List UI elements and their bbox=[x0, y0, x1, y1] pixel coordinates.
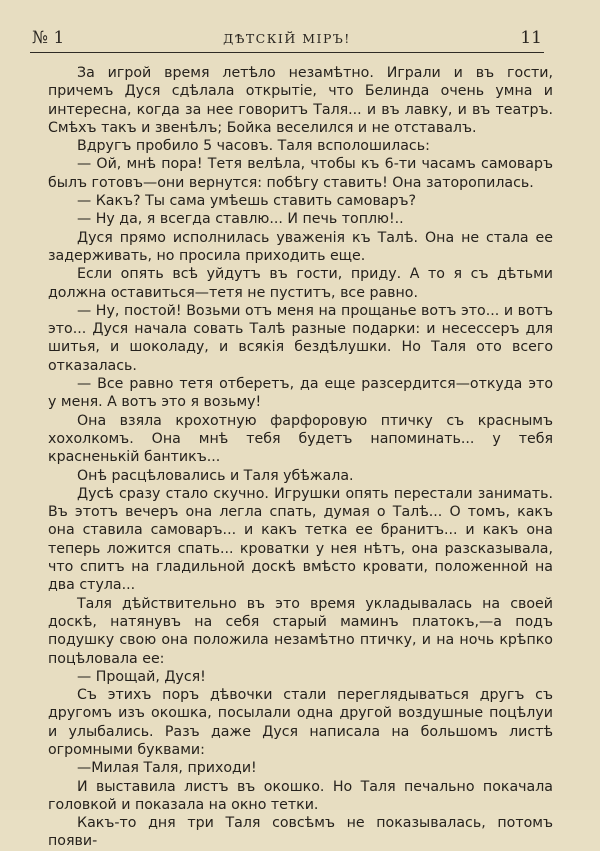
issue-number: № 1 bbox=[32, 28, 65, 48]
paragraph: Вдругъ пробило 5 часовъ. Таля всполошилась: bbox=[77, 138, 430, 155]
page-number: 11 bbox=[520, 28, 542, 48]
story-text bbox=[48, 64, 553, 851]
paragraph: — Ну, постой! Возьми отъ меня на прощанье вотъ это... и вотъ это... Дуся начала совать Талѣ разные подарки: и несессеръ для шитья, и шоколаду, и всякія бездѣлушки. Но Таля ото всего отказалась. bbox=[48, 302, 553, 374]
paragraph: —Милая Таля, приходи! bbox=[77, 760, 257, 777]
paragraph: Она взяла крохотную фарфоровую птичку съ краснымъ хохолкомъ. Она мнѣ тебя будетъ напоминать... у тебя красненькій бантикъ... bbox=[48, 412, 553, 466]
paragraph: — Ой, мнѣ пора! Тетя велѣла, чтобы къ 6-ти часамъ самоваръ былъ готовъ—они вернутся: побѣгу ставить! Она заторопилась. bbox=[48, 156, 553, 191]
paragraph: — Все равно тетя отберетъ, да еще разсердится—откуда это у меня. А вотъ это я возьму! bbox=[48, 376, 553, 411]
paragraph: Дусѣ сразу стало скучно. Игрушки опять перестали занимать. Въ этотъ вечеръ она легла спать, думая о Талѣ... О томъ, какъ она ставила самоваръ... и какъ тетка ее бранитъ... и какъ она теперь ложится спать... кроватки у нея нѣтъ, она разсказывала, что спитъ на гладильной доскѣ вмѣсто кровати, положенной на два стула... bbox=[48, 485, 553, 594]
magazine-title: ДѢТСКІЙ МІРЪ! bbox=[223, 31, 351, 46]
paragraph: Дуся прямо исполнилась уваженія къ Талѣ. Она не стала ее задерживать, но просила приходить еще. bbox=[48, 229, 553, 264]
running-header bbox=[32, 28, 542, 52]
paragraph: Онѣ расцѣловались и Таля убѣжала. bbox=[77, 467, 354, 484]
header-divider bbox=[30, 52, 544, 53]
paragraph: Съ этихъ поръ дѣвочки стали переглядываться другъ съ другомъ изъ окошка, посылали одна другой воздушные поцѣлуи и улыбались. Разъ даже Дуся написала на большомъ листѣ огромными буквами: bbox=[48, 687, 553, 758]
paragraph: И выставила листъ въ окошко. Но Таля печально покачала головкой и показала на окно тетки. bbox=[48, 778, 553, 813]
paragraph: — Прощай, Дуся! bbox=[77, 668, 206, 685]
paragraph: — Какъ? Ты сама умѣешь ставить самоваръ? bbox=[77, 193, 417, 210]
paragraph: — Ну да, я всегда ставлю... И печь топлю!.. bbox=[77, 211, 404, 228]
paragraph: За игрой время летѣло незамѣтно. Играли и въ гости, причемъ Дуся сдѣлала открытіе, что Белинда очень умна и интересна, когда за нее говоритъ Таля... и въ лавку, и въ театръ. Смѣхъ такъ и звенѣлъ; Бойка веселился и не отставалъ. bbox=[48, 65, 553, 136]
paragraph: Какъ-то дня три Таля совсѣмъ не показывалась, потомъ появи- bbox=[48, 815, 553, 850]
paragraph: Если опять всѣ уйдутъ въ гости, приду. А то я съ дѣтьми должна оставиться—тетя не пуститъ, все равно. bbox=[48, 266, 553, 301]
paragraph: Таля дѣйствительно въ это время укладывалась на своей доскѣ, натянувъ на себя старый маминъ платокъ,—а подъ подушку свою она положила незамѣтно птичку, и на ночь крѣпко поцѣловала ее: bbox=[48, 595, 553, 667]
